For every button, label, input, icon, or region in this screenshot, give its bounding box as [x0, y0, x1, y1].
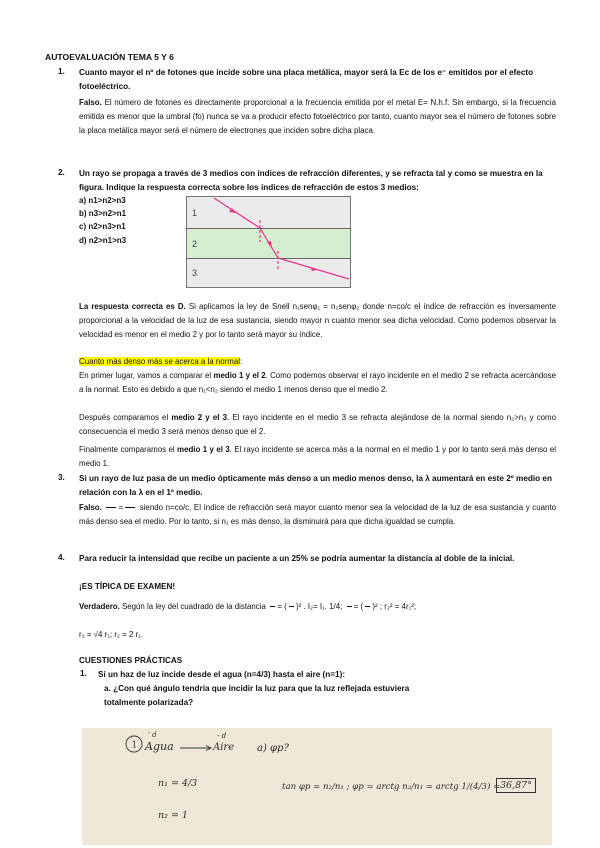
hand-n2: n₂ = 1 — [158, 810, 188, 821]
hand-agua: Agua — [145, 740, 174, 753]
hand-result-box: 36,87° — [496, 778, 536, 793]
highlighted-text: Cuanto más denso más se acerca a la normal — [79, 357, 240, 366]
hand-formula: tan φp = n₂/n₁ ; φp = arctg n₂/n₁ = arctg 1/(4/3) = — [282, 782, 501, 792]
answer-4: Verdadero. Según la ley del cuadrado de la distancia = ( )² . I₂= I₁. 1/4; = ( )² ; r₂² = 4r₁²; — [79, 598, 559, 616]
hand-part-a: a) φp? — [257, 743, 289, 754]
answer-4-result: r₂ = √4 r₁; r₂ = 2 r₁. — [79, 630, 144, 639]
question-4-text: Para reducir la intensidad que recibe un paciente a un 25% se podría aumentar la distancia al doble de la inicial. — [79, 554, 515, 563]
handwritten-note — [82, 728, 552, 845]
p2-text-a: Después comparamos el — [79, 413, 172, 422]
radius-ratio-formula — [289, 600, 294, 613]
p3-text-c: . El rayo incidente se acerca más a la normal en el medio 1 y por lo tanto será más denso el medio 1. — [79, 445, 556, 469]
p2-text-c: . El rayo incidente en el medio 3 se refracta alejándose de la normal siendo n₂>n₃ y como consecuencia el medio 3 será menos denso que el 2. — [79, 413, 556, 437]
question-number-3: 3. — [58, 473, 65, 482]
medium-3-band — [187, 259, 351, 288]
option-a: a) n1>n2>n3 — [79, 196, 126, 205]
question-number-1: 1. — [58, 67, 65, 76]
practical-heading: CUESTIONES PRÁCTICAS — [79, 656, 183, 665]
practical-number-1: 1. — [80, 669, 87, 678]
paragraph-medio-2-3 — [79, 411, 556, 439]
answer-2-lead: La respuesta correcta es D. — [79, 302, 186, 311]
p3-text-a: Finalmente comparamos el — [79, 445, 178, 454]
p3-text-bold: medio 1 y el 3 — [177, 445, 230, 454]
answer-3: Falso. = siendo n=co/c. El índice de refracción será mayor cuanto menor sea la velocidad de la luz de esa sustancia y cuanto más denso sea el medio. Por lo tanto, si n₁ es más denso, la disminuirá para que dicha igualdad se cumpla. — [79, 503, 556, 527]
hand-aire: Aire — [213, 742, 235, 753]
answer-4-text-2: . I₂= I₁. 1/4; — [303, 602, 343, 611]
highlight-colon: : — [239, 357, 243, 366]
option-b: b) n3>n2>n1 — [79, 209, 127, 218]
question-number-4: 4. — [58, 553, 65, 562]
practical-subquestion-a: a. ¿Con qué ángulo tendría que incidir la luz para que la luz reflejada estuviera totalmente polarizada? — [104, 684, 410, 707]
question-1-text: Cuanto mayor el nº de fotones que incide sobre una placa metálica, mayor será la Ec de los e⁻ emitidos por el efecto fotoeléctrico. — [79, 68, 534, 91]
highlight-line — [79, 355, 556, 369]
p1-text-bold: medio 1 y el 2 — [213, 371, 266, 380]
medium-2-label: 2 — [192, 239, 198, 249]
radius-ratio-formula-2 — [365, 600, 370, 613]
page-title: AUTOEVALUACIÓN TEMA 5 Y 6 — [45, 52, 174, 62]
practical-question-1: Si un haz de luz incide desde el agua (n=4/3) hasta el aire (n=1): — [98, 670, 346, 679]
answer-2-text: Si aplicamos la ley de Snell n₁senφ₁ = n₂senφ₂ donde n=co/c el índice de refracción es inversamente proporcional a la velocidad de la luz de esa sustancia, siendo mayor n cuanto menor sea dicha velocidad. Como podemos observar la velocidad es menor en el medio 2 y por lo tanto será mayor su índice. — [79, 302, 556, 340]
answer-4-text: Según la ley del cuadrado de la distancia — [122, 602, 266, 611]
p1-text-a: En primer lugar, vamos a comparar el — [79, 371, 214, 380]
medium-1-band — [187, 197, 351, 229]
hand-n1: n₁ = 4/3 — [158, 778, 198, 789]
paragraph-medio-1-3 — [79, 443, 556, 471]
paragraph-medio-1-2 — [79, 369, 556, 397]
answer-1 — [79, 96, 556, 139]
refraction-figure — [186, 196, 352, 288]
question-2-text: Un rayo se propaga a través de 3 medios con índices de refracción diferentes, y se refracta tal y como se muestra en la figura. Indique la respuesta correcta sobre los índices de refracción de estos 3 medios: — [79, 169, 543, 192]
answer-1-label: Falso. — [79, 98, 102, 107]
hand-marks-2: - d — [217, 732, 227, 740]
hand-marks-1: ' d — [148, 731, 157, 739]
p1-text-c: . Como podemos observar el rayo incidente en el medio 2 se refracta acercándose a la normal. Esto es debido a que n₁<n₂ siendo el medio 1 menos denso que el medio 2. — [79, 371, 556, 395]
answer-4-label: Verdadero. — [79, 602, 120, 611]
medium-1-label: 1 — [192, 208, 198, 218]
answer-3-label: Falso. — [79, 503, 102, 512]
medium-3-label: 3 — [192, 268, 198, 278]
answer-1-text: El número de fotones es directamente proporcional a la frecuencia emitida por el metal E= N.h.f. Sin embargo, si la frecuencia emitida es menor que la umbral (fo) nunca se va a producir efecto fotoeléctrico por tanto, cuanto mayor sea el número de fotones sobre la placa metálica mayor será el número de electrones que inciden sobre dicha placa. — [79, 98, 556, 136]
p2-text-bold: medio 2 y el 3 — [171, 413, 227, 422]
circled-number-text: 1 — [131, 740, 138, 751]
intensity-ratio-formula-2 — [347, 600, 352, 613]
answer-4-text-3: ; r₂² = 4r₁²; — [379, 602, 417, 611]
answer-2 — [79, 300, 556, 343]
answer-3-text: siendo n=co/c. El índice de refracción será mayor cuanto menor sea la velocidad de la luz de esa sustancia y cuanto más denso sea el medio. Por lo tanto, si n₁ es más denso, la disminuirá para que dicha igualdad se cumpla. — [79, 503, 556, 527]
question-number-2: 2. — [58, 168, 65, 177]
option-d: d) n2>n1>n3 — [79, 236, 127, 245]
exam-note: ¡ES TÍPICA DE EXAMEN! — [79, 582, 176, 591]
wavelength-ratio-formula — [106, 501, 116, 514]
intensity-ratio-formula — [270, 600, 275, 613]
question-3-text: Si un rayo de luz pasa de un medio ópticamente más denso a un medio menos denso, la λ aumentará en este 2º medio en relación con la λ en el 1º medio. — [79, 474, 552, 497]
index-ratio-formula — [125, 501, 135, 514]
option-c: c) n2>n3>n1 — [79, 222, 126, 231]
arrow-icon — [179, 744, 213, 752]
